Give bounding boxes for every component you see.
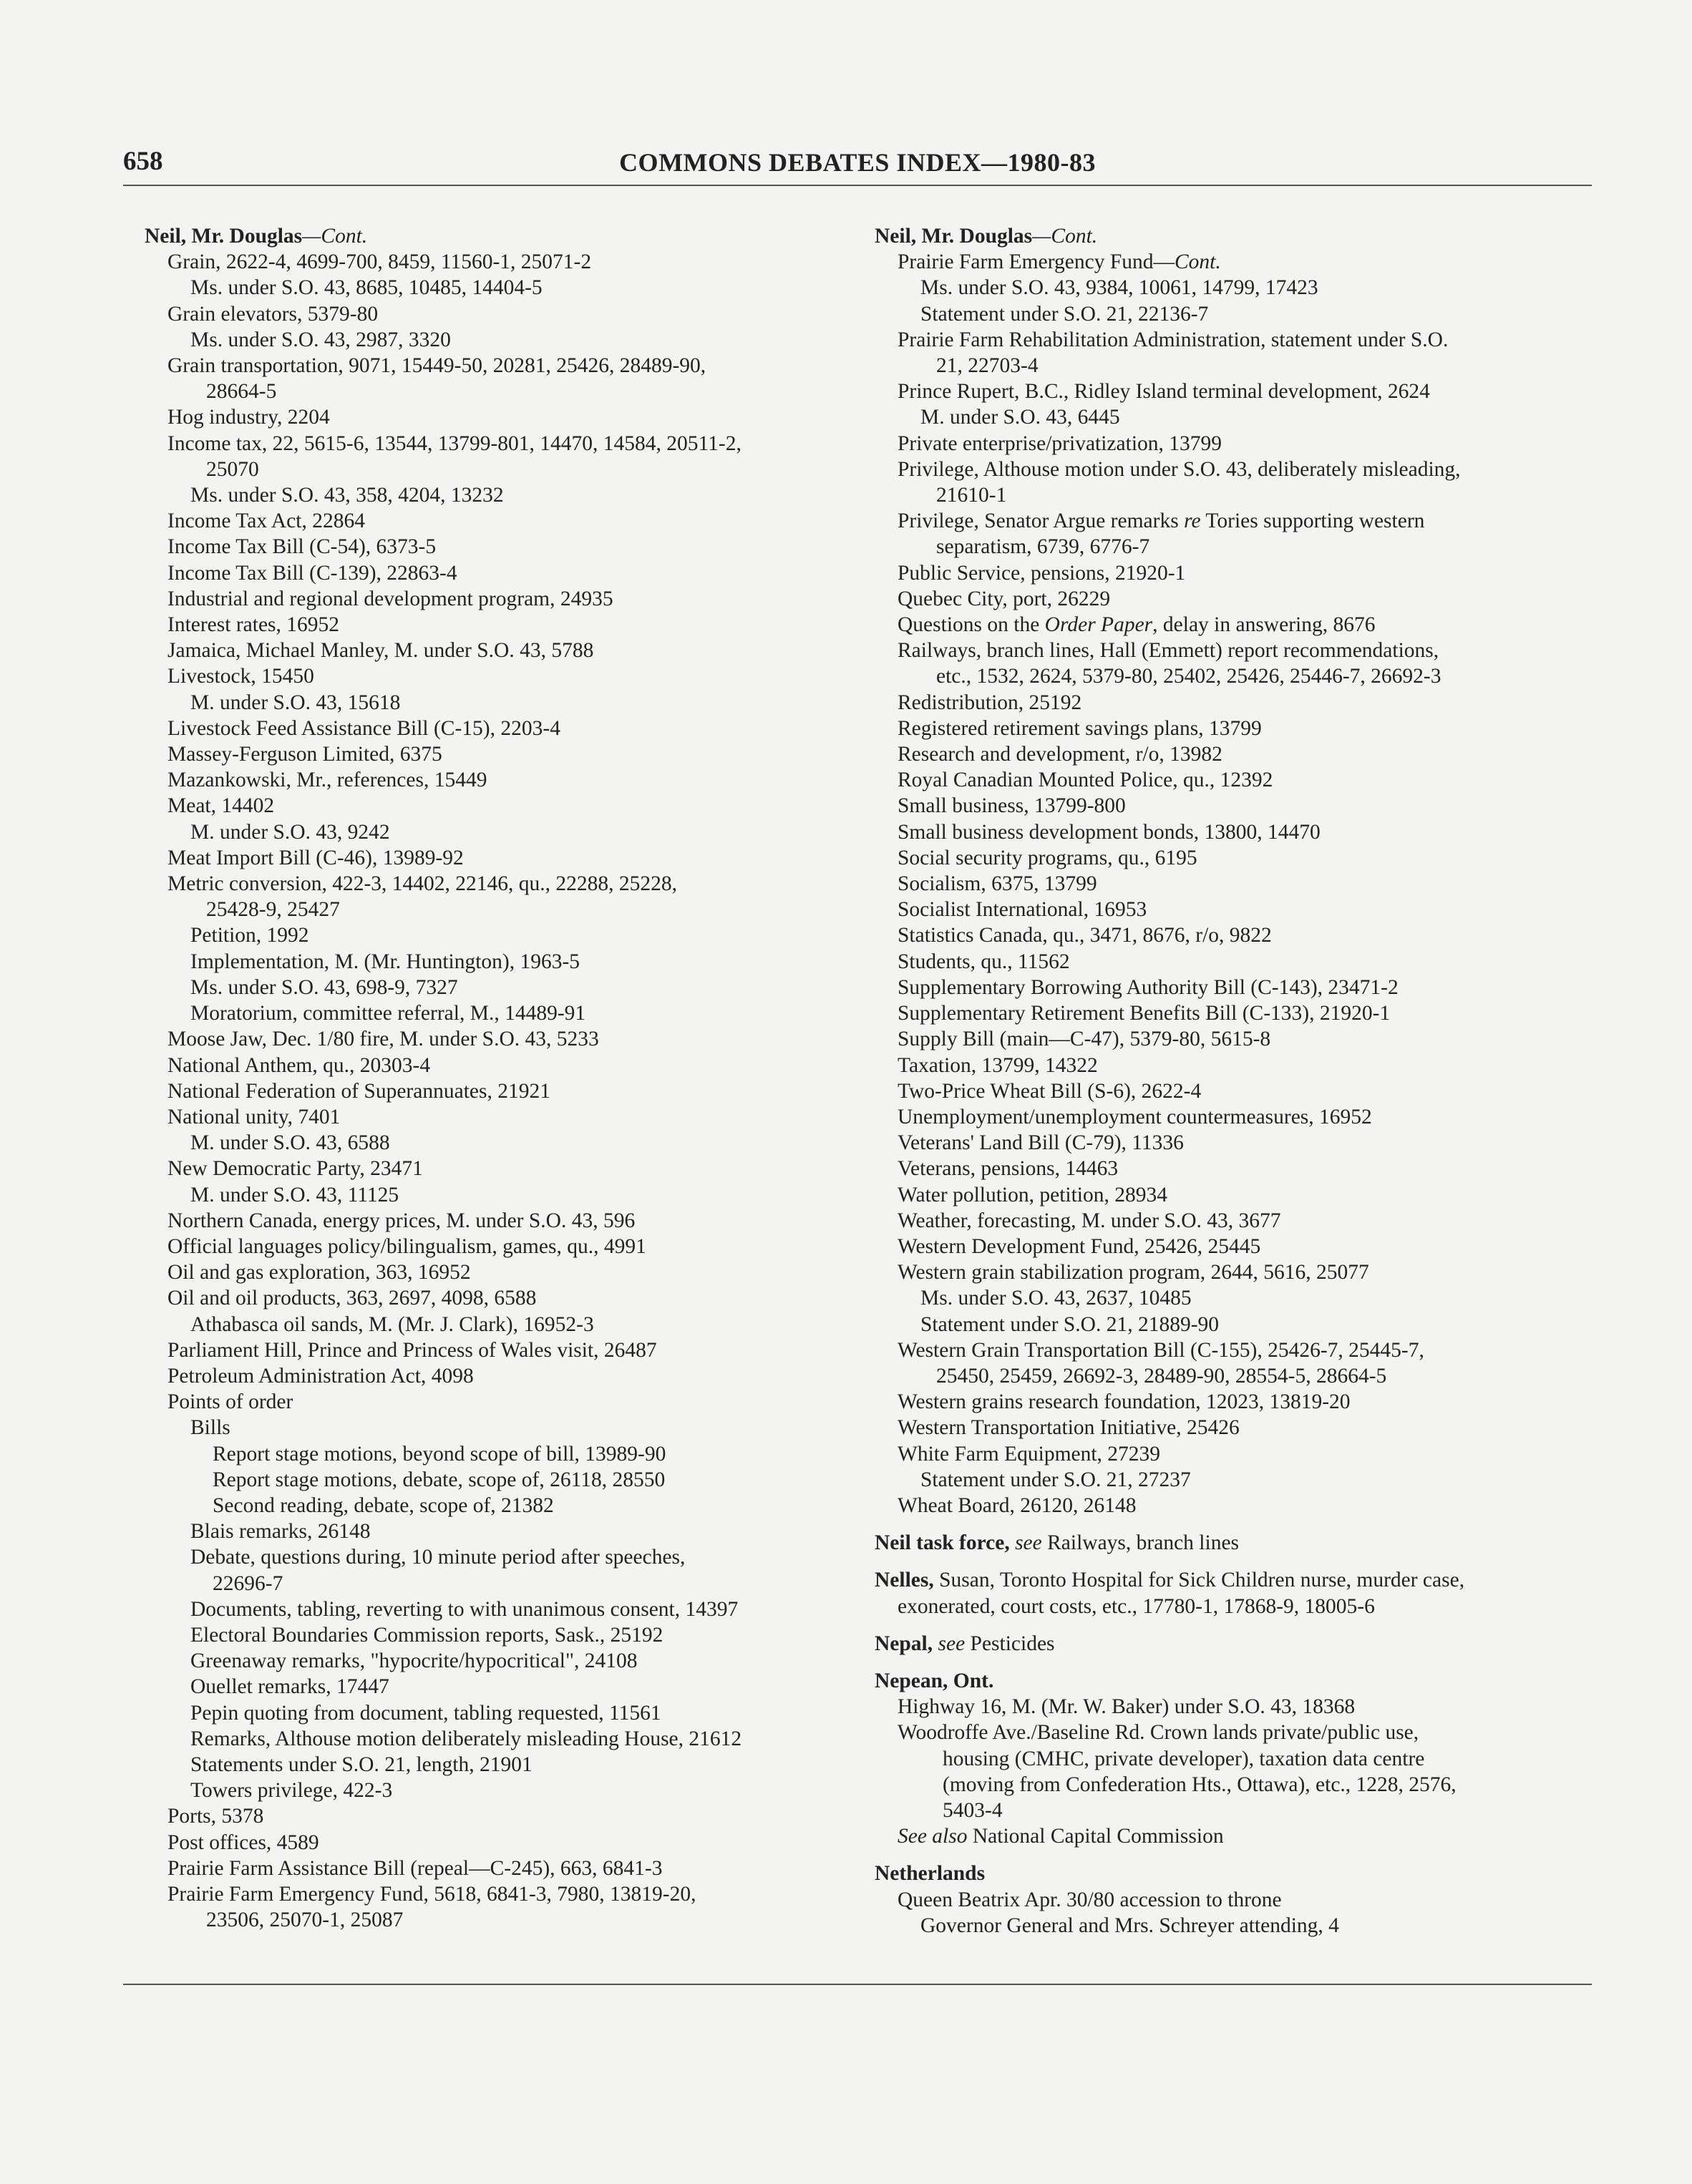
index-entry [145,1312,860,1337]
entry-text: Second reading, debate, scope of, 21382 [213,1493,554,1517]
index-entry [145,404,860,430]
index-entry [145,1053,860,1078]
entry-text: 25428-9, 25427 [206,898,340,922]
entry-text: Ms. under S.O. 43, 2987, 3320 [190,328,451,351]
entry-text: Points of order [167,1390,293,1414]
index-entry [145,457,860,482]
entry-text: 22696-7 [213,1571,283,1595]
index-entry [875,1156,1590,1181]
index-entry [875,897,1590,922]
heading-text: Nepal, [875,1632,933,1655]
index-entry [875,1053,1590,1078]
entry-tail: , delay in answering, 8676 [1152,613,1376,637]
index-entry [145,1467,860,1493]
index-entry [145,1596,860,1622]
index-entry [145,1700,860,1726]
index-entry [875,1798,1590,1823]
index-entry [145,663,860,689]
entry-text: M. under S.O. 43, 11125 [190,1183,399,1206]
entry-text: Metric conversion, 422-3, 14402, 22146, qu., 22288, 25228, [167,872,678,896]
entry-text: Supply Bill (main—C-47), 5379-80, 5615-8 [898,1028,1271,1051]
entry-text: Prairie Farm Emergency Fund, 5618, 6841-3, 7980, 13819-20, [167,1883,696,1906]
index-entry [875,949,1590,975]
index-entry [875,275,1590,301]
index-entry [145,1104,860,1130]
emphasis-text: see [1009,1531,1042,1555]
entry-text: Wheat Board, 26120, 26148 [898,1493,1137,1517]
index-entry [875,404,1590,430]
entry-text: Oil and oil products, 363, 2697, 4098, 6588 [167,1287,537,1310]
index-entry [145,431,860,457]
entry-text: Supplementary Retirement Benefits Bill (C-133), 21920-1 [898,1002,1391,1025]
index-entry [875,1234,1590,1259]
entry-text: 23506, 25070-1, 25087 [206,1908,404,1932]
index-entry [875,1000,1590,1026]
page-header [123,146,1592,185]
entry-text: Income Tax Act, 22864 [167,510,365,533]
entry-text: Northern Canada, energy prices, M. under S.O. 43, 596 [167,1209,636,1232]
entry-text: National Federation of Superannuates, 21921 [167,1079,550,1103]
entry-text: Research and development, r/o, 13982 [898,743,1222,766]
entry-text: Western Transportation Initiative, 25426 [898,1416,1240,1440]
entry-text: (moving from Confederation Hts., Ottawa), etc., 1228, 2576, [943,1773,1457,1796]
entry-text: etc., 1532, 2624, 5379-80, 25402, 25426, 25446-7, 26692-3 [936,665,1441,688]
entry-text: Two-Price Wheat Bill (S-6), 2622-4 [898,1079,1202,1103]
entry-text: Jamaica, Michael Manley, M. under S.O. 43, 5788 [167,639,594,663]
index-entry [875,767,1590,793]
index-entry [145,1803,860,1829]
entry-text: Post offices, 4589 [167,1830,319,1854]
entry-text: Grain transportation, 9071, 15449-50, 20281, 25426, 28489-90, [167,354,706,378]
right-column [875,223,1590,1939]
emphasis-text: —Cont. [302,225,368,248]
index-entry [875,741,1590,767]
index-entry [875,1130,1590,1156]
index-entry [145,275,860,301]
index-entry [145,1830,860,1856]
entry-text: Railways, branch lines, Hall (Emmett) report recommendations, [898,639,1439,663]
index-entry [875,845,1590,871]
index-entry [145,1026,860,1052]
entry-tail: Pesticides [965,1632,1055,1655]
entry-text: Unemployment/unemployment countermeasures, 16952 [898,1105,1372,1128]
emphasis-text: see [933,1632,966,1655]
index-entry [145,767,860,793]
entry-text: exonerated, court costs, etc., 17780-1, 17868-9, 18005-6 [898,1594,1375,1618]
entry-text: 5403-4 [943,1798,1003,1822]
entry-text: Governor General and Mrs. Schreyer attending, 4 [920,1914,1339,1937]
entry-text: Report stage motions, debate, scope of, 26118, 28550 [213,1468,666,1491]
entry-text: Parliament Hill, Prince and Princess of Wales visit, 26487 [167,1338,657,1362]
index-entry [145,1285,860,1311]
running-title: COMMONS DEBATES INDEX—1980-83 [619,148,1096,177]
index-entry [875,1104,1590,1130]
entry-text: Petition, 1992 [190,924,309,947]
index-entry [145,1674,860,1700]
index-entry [875,457,1590,482]
index-entry [875,690,1590,716]
index-entry [875,1441,1590,1467]
index-entry [875,353,1590,379]
entry-text: Statement under S.O. 21, 22136-7 [920,302,1209,326]
entry-text: Hog industry, 2204 [167,406,330,429]
index-entry [875,301,1590,327]
entry-text: Queen Beatrix Apr. 30/80 accession to throne [898,1888,1282,1911]
index-entry [875,975,1590,1000]
index-entry [875,379,1590,404]
entry-text: Pepin quoting from document, tabling requested, 11561 [190,1701,661,1725]
index-entry [145,1000,860,1026]
index-entry [875,1285,1590,1311]
index-entry [875,560,1590,586]
index-entry [145,249,860,275]
entry-text: Petroleum Administration Act, 4098 [167,1364,474,1388]
entry-text: Supplementary Borrowing Authority Bill (C-143), 23471-2 [898,975,1399,999]
index-entry [145,612,860,638]
index-entry [145,1389,860,1415]
entry-text: Income tax, 22, 5615-6, 13544, 13799-801, 14470, 14584, 20511-2, [167,432,742,455]
page-number: 658 [123,147,163,176]
index-entry [145,716,860,741]
entry-text: Statement under S.O. 21, 27237 [920,1468,1191,1491]
index-entry [875,1467,1590,1493]
entry-text: Ms. under S.O. 43, 9384, 10061, 14799, 17423 [920,276,1318,300]
entry-text: Western Development Fund, 25426, 25445 [898,1234,1261,1258]
entry-text: Western grain stabilization program, 2644, 5616, 25077 [898,1261,1369,1284]
entry-text: M. under S.O. 43, 6588 [190,1131,390,1155]
entry-text: Ms. under S.O. 43, 698-9, 7327 [190,975,458,999]
entry-text: Weather, forecasting, M. under S.O. 43, 3677 [898,1209,1281,1232]
index-heading [875,1567,1590,1593]
index-entry [145,301,860,327]
index-entry [875,612,1590,638]
entry-text: New Democratic Party, 23471 [167,1157,423,1181]
index-entry [145,1726,860,1752]
entry-text: M. under S.O. 43, 15618 [190,691,401,714]
entry-text: Official languages policy/bilingualism, games, qu., 4991 [167,1234,646,1258]
entry-text: Income Tax Bill (C-139), 22863-4 [167,561,457,585]
entry-text: 25450, 25459, 26692-3, 28489-90, 28554-5, 28664-5 [936,1364,1387,1388]
index-entry [145,353,860,379]
entry-text: 25070 [206,457,259,481]
index-entry [875,1887,1590,1913]
entry-text: Livestock Feed Assistance Bill (C-15), 2203-4 [167,716,560,740]
entry-text: National unity, 7401 [167,1105,341,1128]
entry-text: 28664-5 [206,380,277,404]
index-entry [875,1078,1590,1104]
index-entry [875,1823,1590,1849]
index-entry [145,482,860,508]
index-entry [875,1594,1590,1619]
entry-text: Greenaway remarks, "hypocrite/hypocritical", 24108 [190,1649,638,1673]
entry-text: Ouellet remarks, 17447 [190,1675,389,1699]
entry-text: Prairie Farm Rehabilitation Administration, statement under S.O. [898,328,1449,351]
entry-text: Taxation, 13799, 14322 [898,1053,1098,1077]
index-heading [875,1530,1590,1556]
index-entry [145,1182,860,1208]
index-entry [145,379,860,404]
index-entry [145,1259,860,1285]
entry-text: Electoral Boundaries Commission reports, Sask., 25192 [190,1623,663,1647]
entry-text: Livestock, 15450 [167,665,314,688]
index-entry [145,1493,860,1518]
heading-text: Neil, Mr. Douglas [145,225,303,248]
emphasis-text: re [1184,510,1201,533]
entry-text: Highway 16, M. (Mr. W. Baker) under S.O. 43, 18368 [898,1695,1356,1719]
entry-text: Blais remarks, 26148 [190,1520,371,1544]
entry-text: 21610-1 [936,484,1007,507]
index-entry [145,1622,860,1648]
header-rule [123,185,1592,186]
index-entry [145,1752,860,1778]
entry-text: 21, 22703-4 [936,354,1039,378]
index-entry [875,922,1590,948]
index-entry [875,586,1590,612]
entry-text: separatism, 6739, 6776-7 [936,535,1150,559]
index-entry [875,871,1590,897]
entry-text: Veterans, pensions, 14463 [898,1157,1119,1181]
entry-text: Statement under S.O. 21, 21889-90 [920,1312,1220,1336]
index-entry [875,534,1590,560]
entry-text: Public Service, pensions, 21920-1 [898,561,1186,585]
entry-text: Implementation, M. (Mr. Huntington), 1963-5 [190,950,580,973]
entry-text: Woodroffe Ave./Baseline Rd. Crown lands private/public use, [898,1721,1419,1745]
index-entry [145,897,860,922]
left-column [145,223,860,1933]
index-entry [145,1234,860,1259]
entry-text: Statistics Canada, qu., 3471, 8676, r/o, 9822 [898,924,1272,947]
entry-text: Royal Canadian Mounted Police, qu., 12392 [898,769,1273,792]
index-entry [875,508,1590,534]
index-entry [145,1156,860,1181]
emphasis-text: Order Paper [1044,613,1153,637]
emphasis-text: —Cont. [1032,225,1098,248]
index-entry [145,1363,860,1389]
index-entry [145,534,860,560]
entry-tail: Susan, Toronto Hospital for Sick Children nurse, murder case, [933,1569,1465,1592]
entry-text: Massey-Ferguson Limited, 6375 [167,743,442,766]
entry-text: Athabasca oil sands, M. (Mr. J. Clark), 16952-3 [190,1312,594,1336]
entry-text: Income Tax Bill (C-54), 6373-5 [167,535,437,559]
entry-text: Towers privilege, 422-3 [190,1779,393,1803]
heading-text: Neil task force, [875,1531,1010,1555]
index-entry [875,1259,1590,1285]
entry-text: Privilege, Althouse motion under S.O. 43, deliberately misleading, [898,457,1461,481]
index-entry [145,1907,860,1933]
entry-text: Veterans' Land Bill (C-79), 11336 [898,1131,1184,1155]
entry-text: Meat Import Bill (C-46), 13989-92 [167,846,464,869]
entry-text: Ms. under S.O. 43, 358, 4204, 13232 [190,484,504,507]
entry-text: Prairie Farm Assistance Bill (repeal—C-245), 663, 6841-3 [167,1856,663,1880]
entry-text: Industrial and regional development program, 24935 [167,587,613,610]
index-entry [145,922,860,948]
entry-text: Bills [190,1416,230,1440]
entry-text: Western Grain Transportation Bill (C-155), 25426-7, 25445-7, [898,1338,1424,1362]
heading-text: Netherlands [875,1862,986,1886]
index-heading [875,1668,1590,1694]
index-entry [145,741,860,767]
heading-text: Nelles, [875,1569,934,1592]
entry-text: Water pollution, petition, 28934 [898,1183,1167,1206]
entry-text: Socialism, 6375, 13799 [898,872,1097,896]
index-entry [875,1772,1590,1798]
entry-text: Questions on the [898,613,1045,637]
footer-rule [123,1984,1592,1985]
index-entry [875,1913,1590,1939]
index-entry [875,1182,1590,1208]
entry-text: Ms. under S.O. 43, 2637, 10485 [920,1287,1192,1310]
heading-text: Neil, Mr. Douglas [875,225,1033,248]
entry-text: M. under S.O. 43, 6445 [920,406,1120,429]
entry-text: Redistribution, 25192 [898,691,1082,714]
index-entry [875,431,1590,457]
index-entry [145,638,860,663]
index-entry [145,1544,860,1570]
index-entry [875,327,1590,353]
entry-text: housing (CMHC, private developer), taxation data centre [943,1747,1425,1770]
entry-text: Meat, 14402 [167,794,275,818]
heading-text: Nepean, Ont. [875,1669,994,1692]
entry-text: Social security programs, qu., 6195 [898,846,1197,869]
entry-text: Prince Rupert, B.C., Ridley Island terminal development, 2624 [898,380,1430,404]
index-entry [145,1518,860,1544]
entry-text: Quebec City, port, 26229 [898,587,1111,610]
index-entry [875,1026,1590,1052]
index-entry [145,793,860,819]
entry-tail: Tories supporting western [1200,510,1425,533]
entry-text: Ports, 5378 [167,1805,264,1828]
entry-text: Interest rates, 16952 [167,613,340,637]
index-entry [875,1337,1590,1363]
emphasis-text: Cont. [1174,250,1221,274]
index-entry [875,1746,1590,1772]
entry-text: Students, qu., 11562 [898,950,1070,973]
index-heading [875,1631,1590,1657]
entry-text: Grain, 2622-4, 4699-700, 8459, 11560-1, 25071-2 [167,250,592,274]
entry-text: Statements under S.O. 21, length, 21901 [190,1752,533,1776]
entry-text: Moose Jaw, Dec. 1/80 fire, M. under S.O. 43, 5233 [167,1028,599,1051]
index-entry [145,871,860,897]
index-entry [145,845,860,871]
entry-text: Debate, questions during, 10 minute period after speeches, [190,1546,686,1569]
entry-text: National Anthem, qu., 20303-4 [167,1053,431,1077]
entry-text: Prairie Farm Emergency Fund— [898,250,1175,274]
index-entry [875,1493,1590,1518]
index-entry [875,1208,1590,1234]
index-entry [875,1363,1590,1389]
index-heading [145,223,860,249]
index-entry [875,638,1590,663]
index-entry [145,975,860,1000]
index-entry [145,1208,860,1234]
index-entry [145,1856,860,1881]
index-entry [875,1415,1590,1440]
index-entry [145,690,860,716]
index-entry [875,819,1590,845]
entry-tail: National Capital Commission [967,1825,1224,1848]
index-entry [875,1694,1590,1720]
index-entry [875,793,1590,819]
index-entry [145,1881,860,1907]
entry-text: Moratorium, committee referral, M., 14489-91 [190,1002,586,1025]
emphasis-text: See also [898,1825,968,1848]
entry-text: Registered retirement savings plans, 13799 [898,716,1262,740]
index-heading [875,223,1590,249]
index-entry [875,663,1590,689]
index-entry [145,1337,860,1363]
index-entry [875,1389,1590,1415]
index-entry [875,249,1590,275]
index-entry [145,819,860,845]
index-entry [875,1720,1590,1745]
entry-text: Report stage motions, beyond scope of bill, 13989-90 [213,1442,666,1466]
entry-text: Small business development bonds, 13800, 14470 [898,820,1321,844]
index-entry [145,1130,860,1156]
entry-text: Documents, tabling, reverting to with unanimous consent, 14397 [190,1597,739,1621]
entry-text: Grain elevators, 5379-80 [167,302,379,326]
index-heading [875,1861,1590,1886]
entry-text: M. under S.O. 43, 9242 [190,820,390,844]
entry-text: Remarks, Althouse motion deliberately misleading House, 21612 [190,1727,742,1750]
index-entry [145,1778,860,1803]
entry-text: Western grains research foundation, 12023, 13819-20 [898,1390,1351,1414]
entry-tail: Railways, branch lines [1041,1531,1240,1555]
index-entry [145,1648,860,1674]
index-entry [875,482,1590,508]
index-entry [145,508,860,534]
entry-text: Private enterprise/privatization, 13799 [898,432,1222,455]
index-entry [145,1441,860,1467]
index-entry [145,949,860,975]
index-entry [145,560,860,586]
entry-text: Privilege, Senator Argue remarks [898,510,1185,533]
index-entry [875,1312,1590,1337]
index-entry [145,586,860,612]
index-entry [145,1571,860,1596]
entry-text: White Farm Equipment, 27239 [898,1442,1161,1466]
entry-text: Ms. under S.O. 43, 8685, 10485, 14404-5 [190,276,543,300]
entry-text: Socialist International, 16953 [898,898,1147,922]
entry-text: Oil and gas exploration, 363, 16952 [167,1261,471,1284]
index-entry [145,1415,860,1440]
index-entry [145,1078,860,1104]
entry-text: Mazankowski, Mr., references, 15449 [167,769,487,792]
index-entry [875,716,1590,741]
entry-text: Small business, 13799-800 [898,794,1126,818]
index-entry [145,327,860,353]
